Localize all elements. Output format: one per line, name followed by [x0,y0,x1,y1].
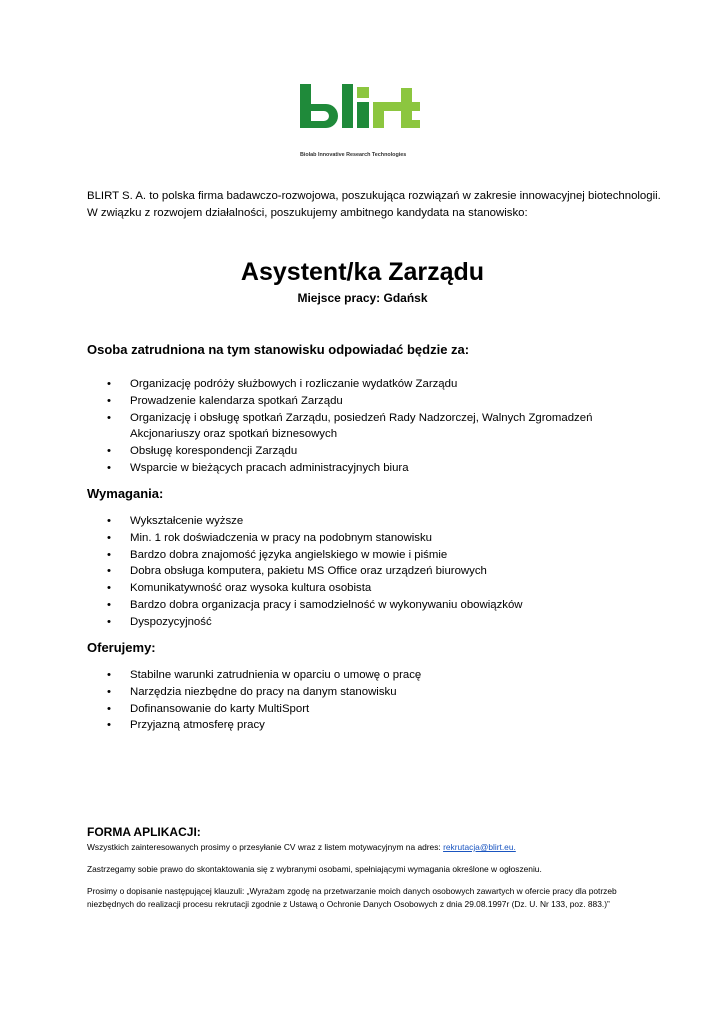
bullet-icon: • [107,531,111,544]
responsibilities-list [87,376,607,477]
responsibilities-heading: Osoba zatrudniona na tym stanowisku odpowiadać będzie za: [87,342,470,357]
list-item: • Stabilne warunki zatrudnienia w oparciu o umowę o pracę [87,667,607,684]
bullet-icon: • [107,548,111,561]
list-item: • Min. 1 rok doświadczenia w pracy na podobnym stanowisku [87,530,607,547]
list-item: • Narzędzia niezbędne do pracy na danym stanowisku [87,684,607,701]
list-item: • Bardzo dobra znajomość języka angielskiego w mowie i piśmie [87,547,607,564]
bullet-icon: • [107,685,111,698]
list-item: • Dofinansowanie do karty MultiSport [87,701,607,718]
bullet-icon: • [107,445,111,458]
bullet-icon: • [107,461,111,474]
list-item: • Prowadzenie kalendarza spotkań Zarządu [87,393,607,410]
application-clause: Prosimy o dopisanie następującej klauzuli: „Wyrażam zgodę na przetwarzanie moich danych osobowych zawartych w ofercie pracy dla potrzeb niezbędnych do realizacji procesu rekrutacji zgodnie z Ustawą o Ochronie Danych Osobowych z dnia 29.08.1997r (Dz. U. Nr 133, poz. 883.)” [87,886,617,909]
bullet-icon: • [107,411,111,424]
bullet-icon: • [107,719,111,732]
requirements-list [87,513,607,631]
bullet-icon: • [107,565,111,578]
bullet-icon: • [107,378,111,390]
list-item: • Komunikatywność oraz wysoka kultura osobista [87,580,607,597]
list-item: • Dyspozycyjność [87,614,607,631]
list-item: • Wykształcenie wyższe [87,513,607,530]
bullet-icon: • [107,598,111,611]
job-location: Miejsce pracy: Gdańsk [297,291,428,305]
application-paragraph-1: Wszystkich zainteresowanych prosimy o przesyłanie CV wraz z listem motywacyjnym na adres: rekrutacja@blirt.eu. [87,842,516,852]
blirt-logo [300,84,424,160]
offer-list [87,667,607,734]
intro-line-1: BLIRT S. A. to polska firma badawczo-rozwojowa, poszukująca rozwiązań w zakresie innowacyjnej biotechnologii. [87,190,661,202]
requirements-heading: Wymagania: [87,486,164,501]
list-item: • Dobra obsługa komputera, pakietu MS Office oraz urządzeń biurowych [87,563,607,580]
bullet-icon: • [107,669,111,681]
bullet-icon: • [107,515,111,527]
intro-line-2: W związku z rozwojem działalności, poszukujemy ambitnego kandydata na stanowisko: [87,207,528,219]
bullet-icon: • [107,582,111,595]
offer-heading: Oferujemy: [87,640,156,655]
intro-text [87,188,667,222]
list-item: • Bardzo dobra organizacja pracy i samodzielność w wykonywaniu obowiązków [87,597,607,614]
logo-tagline: Biolab Innovative Research Technologies [300,152,407,158]
recruitment-email-link[interactable]: rekrutacja@blirt.eu. [443,842,516,852]
list-item: • Wsparcie w bieżących pracach administracyjnych biura [87,460,607,477]
list-item: • Przyjazną atmosferę pracy [87,717,607,734]
job-title: Asystent/ka Zarządu [240,258,485,286]
list-item: • Obsługę korespondencji Zarządu [87,443,607,460]
bullet-icon: • [107,615,111,628]
list-item: • Organizację podróży służbowych i rozliczanie wydatków Zarządu [87,376,607,393]
bullet-icon: • [107,394,111,407]
bullet-icon: • [107,702,111,715]
application-heading: FORMA APLIKACJI: [87,825,201,839]
list-item: • Organizację i obsługę spotkań Zarządu, posiedzeń Rady Nadzorczej, Walnych Zgromadzeń Akcjonariuszy oraz spotkań biznesowych [107,411,593,441]
application-paragraph-2: Zastrzegamy sobie prawo do skontaktowania się z wybranymi osobami, spełniającymi wymagania określone w ogłoszeniu. [87,864,542,874]
